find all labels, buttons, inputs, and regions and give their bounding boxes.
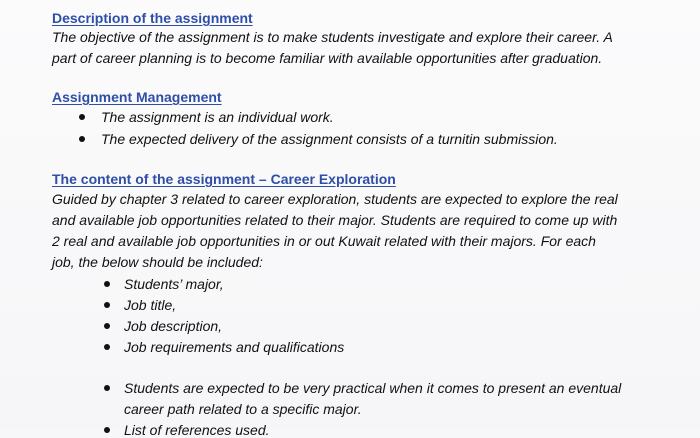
content-line-4: job, the below should be included: [52,254,263,270]
extra-bullet-2-line-1: List of references used. [124,422,270,438]
item-job-description: Job description, [124,318,223,334]
extra-bullet-dot-1 [104,385,110,391]
item-job-requirements: Job requirements and qualifications [124,339,345,355]
item-bullet-dot-1 [104,281,110,287]
content-line-3: 2 real and available job opportunities in or out Kuwait related with their majors. For each [52,233,596,249]
description-heading: Description of the assignment [52,10,253,26]
management-bullet-1: The assignment is an individual work. [101,109,334,125]
management-bullet-2: The expected delivery of the assignment consists of a turnitin submission. [101,131,558,147]
extra-bullet-dot-2 [104,427,110,433]
item-job-title: Job title, [124,297,177,313]
extra-bullet-1-line-2: career path related to a specific major. [124,401,362,417]
item-bullet-dot-3 [104,323,110,329]
item-bullet-dot-2 [104,302,110,308]
management-bullet-dot-1 [79,114,85,120]
item-major: Students’ major, [124,276,224,292]
management-heading: Assignment Management [52,89,222,105]
management-bullet-dot-2 [79,136,85,142]
description-line-1: The objective of the assignment is to make students investigate and explore their career. A [52,29,613,45]
content-heading: The content of the assignment – Career Exploration [52,171,396,187]
description-line-2: part of career planning is to become familiar with available opportunities after graduation. [52,50,603,66]
content-line-1: Guided by chapter 3 related to career exploration, students are expected to explore the real [52,191,618,207]
content-line-2: and available job opportunities related to their major. Students are required to come up with [52,212,618,228]
extra-bullet-1-line-1: Students are expected to be very practical when it comes to present an eventual [124,380,622,396]
item-bullet-dot-4 [104,344,110,350]
